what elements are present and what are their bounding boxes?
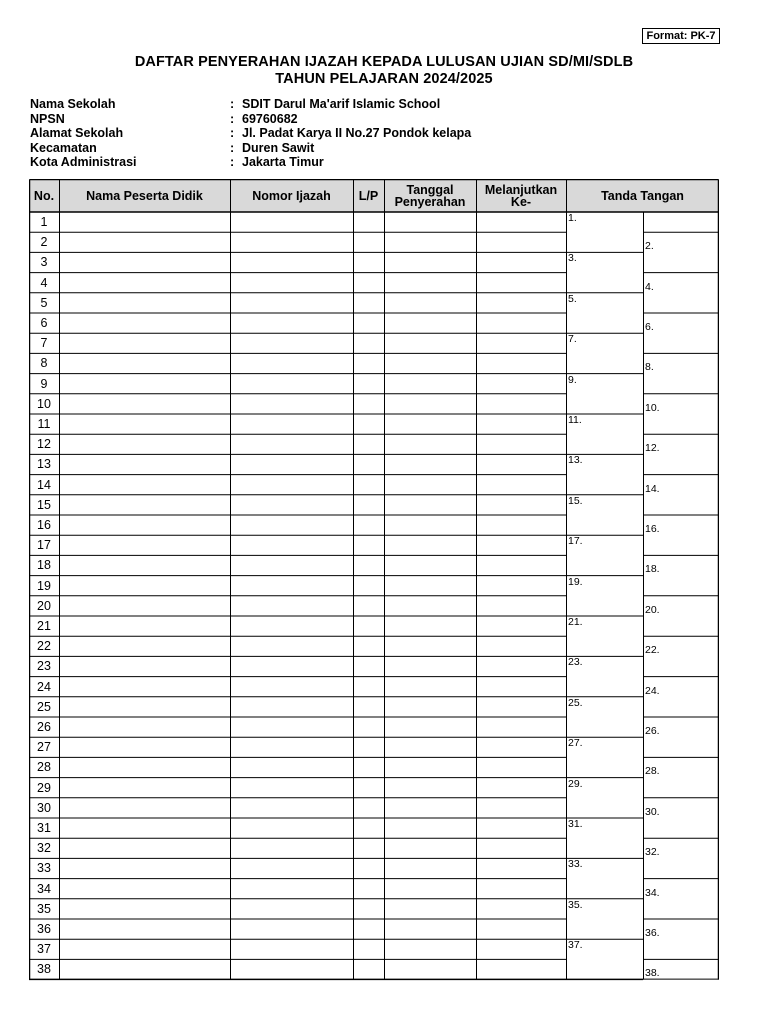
row-number: 7	[40, 336, 48, 351]
row-number: 28	[37, 760, 51, 775]
header-lp: L/P	[358, 188, 379, 203]
school-info	[30, 97, 471, 170]
header-melanjutkan-line2: Ke-	[510, 194, 532, 209]
signature-number: 37.	[568, 939, 583, 952]
row-number: 29	[37, 780, 51, 795]
row-number: 21	[37, 619, 51, 633]
signature-number: 33.	[568, 858, 583, 871]
header-tanggal-penyerahan	[384, 179, 476, 212]
info-value-kecamatan: Duren Sawit	[242, 140, 315, 155]
signature-number: 3.	[568, 252, 577, 265]
header-melanjutkan-line1: Melanjutkan	[484, 182, 558, 197]
info-value-npsn: 69760682	[242, 111, 298, 126]
signature-number: 8.	[645, 361, 654, 374]
signature-number: 13.	[568, 454, 583, 467]
row-number: 14	[37, 477, 51, 492]
signature-number: 12.	[645, 442, 660, 455]
signature-number: 2.	[645, 240, 654, 253]
info-colon: :	[230, 155, 235, 170]
row-number: 38	[37, 962, 51, 977]
handover-table	[29, 179, 719, 981]
info-label-kecamatan: Kecamatan	[30, 140, 97, 155]
row-number: 33	[37, 861, 51, 876]
signature-number: 18.	[645, 563, 660, 576]
school-info-row	[30, 155, 471, 170]
header-nomor-ijazah: Nomor Ijazah	[252, 188, 331, 203]
row-number: 11	[37, 417, 51, 431]
school-info-row	[30, 141, 471, 156]
row-number: 37	[37, 942, 51, 957]
row-number: 25	[37, 699, 51, 714]
row-number: 13	[37, 457, 51, 472]
info-value-alamat: Jl. Padat Karya II No.27 Pondok kelapa	[242, 126, 472, 141]
row-number: 9	[40, 376, 48, 391]
signature-number: 4.	[645, 280, 654, 293]
row-number: 1	[40, 215, 48, 229]
info-colon: :	[230, 111, 235, 126]
signature-number: 34.	[645, 886, 660, 899]
row-number: 2	[40, 235, 48, 250]
signature-number: 23.	[568, 656, 583, 669]
row-number: 22	[37, 639, 51, 654]
row-number: 27	[37, 740, 51, 755]
signature-number: 16.	[645, 523, 660, 535]
row-number: 12	[37, 437, 51, 452]
row-number: 23	[37, 659, 51, 674]
signature-number: 21.	[568, 616, 583, 628]
row-number: 36	[37, 922, 51, 936]
header-nama-peserta: Nama Peserta Didik	[86, 188, 203, 203]
signature-number: 1.	[568, 212, 577, 224]
row-number: 34	[37, 881, 51, 896]
row-number: 32	[37, 841, 51, 856]
row-number: 30	[37, 800, 51, 815]
info-label-alamat: Alamat Sekolah	[30, 126, 124, 141]
signature-number: 27.	[568, 737, 583, 750]
signature-number: 7.	[568, 333, 577, 346]
school-info-row	[30, 126, 471, 141]
row-number: 35	[37, 901, 51, 916]
row-number: 24	[37, 679, 51, 694]
signature-number: 19.	[568, 575, 583, 588]
signature-number: 32.	[645, 846, 660, 859]
row-number: 6	[40, 316, 48, 330]
signature-number: 17.	[568, 535, 583, 548]
row-number: 3	[40, 255, 48, 270]
signature-number: 5.	[568, 292, 577, 305]
document-title: DAFTAR PENYERAHAN IJAZAH KEPADA LULUSAN UJIAN SD/MI/SDLB	[134, 54, 634, 70]
info-colon: :	[230, 140, 235, 155]
header-tanggal-line2: Penyerahan	[394, 194, 466, 209]
info-label-kota: Kota Administrasi	[30, 155, 137, 170]
row-number: 16	[37, 518, 51, 532]
signature-number: 25.	[568, 696, 583, 709]
row-number: 18	[37, 558, 51, 573]
school-info-row	[30, 97, 471, 112]
info-value-kota: Jakarta Timur	[242, 155, 324, 170]
signature-number: 30.	[645, 805, 660, 818]
info-colon: :	[230, 97, 235, 111]
signature-number: 10.	[645, 401, 660, 414]
signature-number: 9.	[568, 373, 577, 386]
signature-number: 29.	[568, 777, 583, 790]
row-number: 31	[37, 821, 51, 835]
signature-number: 26.	[645, 725, 660, 737]
row-number: 17	[37, 538, 51, 553]
info-colon: :	[230, 126, 235, 141]
signature-number: 22.	[645, 644, 660, 657]
row-number: 19	[37, 578, 51, 593]
format-label: Format: PK-7	[642, 28, 720, 44]
signature-number: 11.	[568, 414, 582, 426]
info-label-npsn: NPSN	[30, 111, 65, 126]
signature-number: 24.	[645, 684, 660, 697]
table-grid-lines	[29, 179, 719, 981]
row-number: 26	[37, 720, 51, 734]
signature-number: 28.	[645, 765, 660, 778]
row-number: 10	[37, 396, 51, 411]
row-number: 20	[37, 598, 51, 613]
row-number: 5	[40, 295, 48, 310]
signature-number: 38.	[645, 967, 660, 980]
header-melanjutkan	[476, 179, 566, 212]
signature-number: 31.	[568, 818, 583, 830]
header-tanggal-line1: Tanggal	[406, 182, 454, 197]
info-label-nama-sekolah: Nama Sekolah	[30, 97, 116, 111]
row-number: 4	[40, 275, 48, 290]
document-subtitle: TAHUN PELAJARAN 2024/2025	[275, 71, 493, 87]
header-tanda-tangan: Tanda Tangan	[601, 188, 684, 203]
school-info-row	[30, 112, 471, 127]
row-number: 15	[37, 497, 51, 512]
header-no: No.	[33, 188, 55, 203]
signature-number: 36.	[645, 927, 660, 939]
signature-number: 15.	[568, 494, 583, 507]
signature-number: 14.	[645, 482, 660, 495]
signature-number: 20.	[645, 603, 660, 616]
signature-number: 35.	[568, 898, 583, 911]
signature-number: 6.	[645, 321, 654, 333]
row-number: 8	[40, 356, 48, 371]
info-value-nama-sekolah: SDIT Darul Ma'arif Islamic School	[242, 97, 441, 111]
